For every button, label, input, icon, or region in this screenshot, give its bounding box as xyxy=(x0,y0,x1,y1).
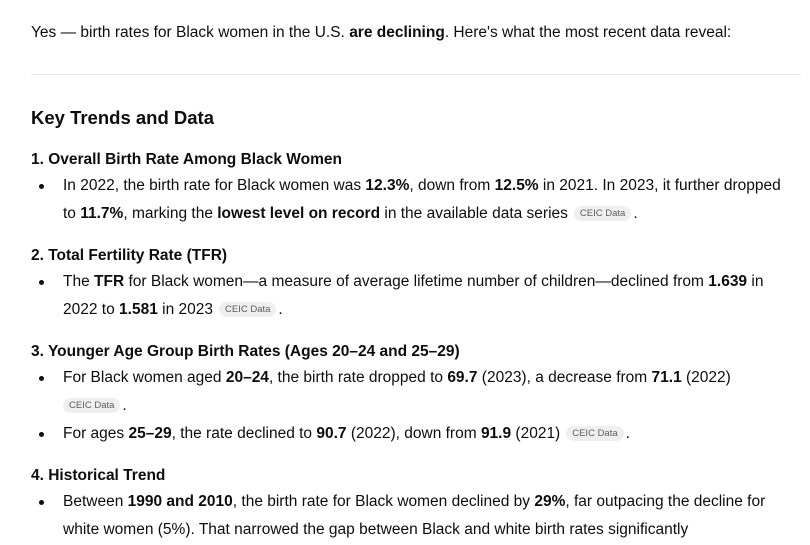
section-title-younger-age-groups: 3. Younger Age Group Birth Rates (Ages 20–24 and 25–29) xyxy=(31,343,460,360)
intro-text-tail: . Here's what the most recent data reveal: xyxy=(444,24,732,41)
section-title-tfr: 2. Total Fertility Rate (TFR) xyxy=(31,247,228,264)
bullet-line: Between 1990 and 2010, the birth rate for Black women declined by 29%, far outpacing the decline for xyxy=(63,493,766,510)
citation-chip[interactable]: CEIC Data xyxy=(566,426,623,441)
bullet-dot xyxy=(39,280,44,285)
section-title-overall-birth-rate: 1. Overall Birth Rate Among Black Women xyxy=(31,151,342,168)
bullet-line: For ages 25–29, the rate declined to 90.7 (2022), down from 91.9 (2021) CEIC Data . xyxy=(63,425,630,442)
horizontal-divider xyxy=(31,74,801,75)
citation-chip[interactable]: CEIC Data xyxy=(574,206,631,221)
bullet-line: The TFR for Black women—a measure of average lifetime number of children—declined from 1.639 in xyxy=(63,273,764,290)
intro-emphasis: are declining xyxy=(349,24,445,41)
intro-paragraph xyxy=(31,22,731,44)
bullet-line: to 11.7%, marking the lowest level on record in the available data series CEIC Data . xyxy=(63,205,638,222)
intro-text: Yes — birth rates for Black women in the U.S. xyxy=(31,24,350,41)
bullet-line: white women (5%). That narrowed the gap between Black and white birth rates significantly xyxy=(63,521,689,538)
section-heading: Key Trends and Data xyxy=(31,107,215,128)
bullet-dot xyxy=(39,432,44,437)
bullet-dot xyxy=(39,500,44,505)
bullet-line: CEIC Data . xyxy=(63,395,127,417)
bullet-line: 2022 to 1.581 in 2023 CEIC Data . xyxy=(63,301,283,318)
bullet-dot xyxy=(39,184,44,189)
citation-chip[interactable]: CEIC Data xyxy=(219,302,276,317)
bullet-line: For Black women aged 20–24, the birth rate dropped to 69.7 (2023), a decrease from 71.1 (2022) xyxy=(63,369,731,386)
bullet-dot xyxy=(39,376,44,381)
citation-chip[interactable]: CEIC Data xyxy=(63,398,120,413)
bullet-line: In 2022, the birth rate for Black women was 12.3%, down from 12.5% in 2021. In 2023, it further dropped xyxy=(63,177,781,194)
section-title-historical-trend: 4. Historical Trend xyxy=(31,467,166,484)
